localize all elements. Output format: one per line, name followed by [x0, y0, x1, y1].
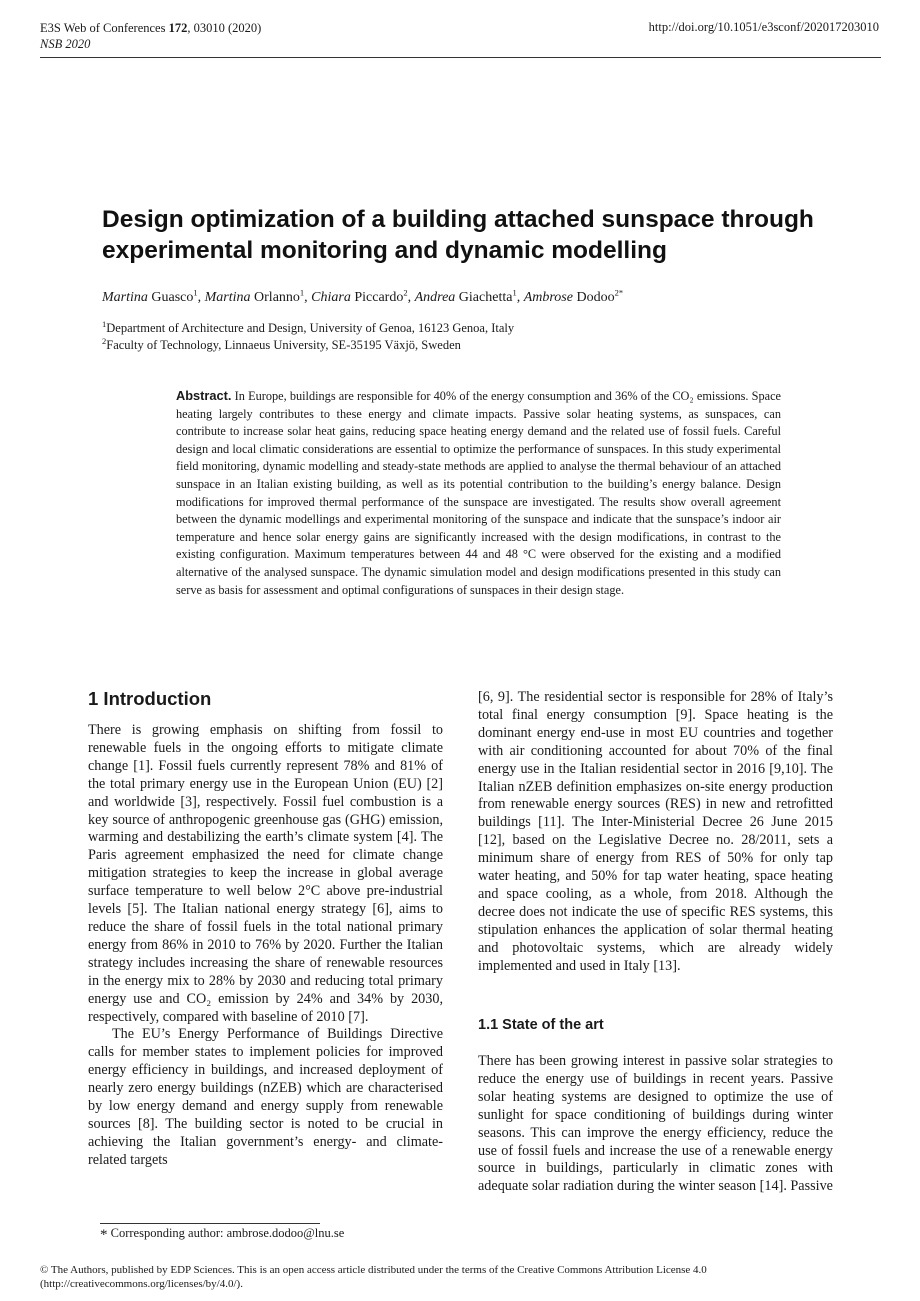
- journal-article-number: , 03010 (2020): [187, 21, 262, 35]
- body-column-right-continued: [478, 1053, 833, 1196]
- license-url[interactable]: (http://creativecommons.org/licenses/by/4.0/).: [40, 1278, 243, 1290]
- author: Martina Guasco$^1$: [102, 287, 198, 305]
- footnote-rule: [100, 1223, 320, 1224]
- section-heading: 1 Introduction: [88, 688, 212, 709]
- paragraph: The EU’s Energy Performance of Buildings Directive calls for member states to implement policies for improved energy efficiency in buildings, and increased deployment of nearly zero energy buildings (nZEB) which are characterised by low energy demand and energy supply from renewable sources [8]. The building sector is noted to be crucial in achieving the Italian government’s energy- and climate-related targets: [88, 1026, 443, 1168]
- abstract-text: In Europe, buildings are responsible for 40% of the energy consumption and 36% of the CO₂ emissions. Space heating largely contributes to these energy and climate impacts. Passive solar heating systems, as sunspaces, can contribute to increase solar heat gains, reducing space heating energy demand and the related use of fossil fuels. Careful design and local climatic considerations are essential to optimize the performance of sunspaces. In this study experimental field monitoring, dynamic modelling and steady-state methods are applied to analyse the thermal behaviour of an attached sunspace in an Italian existing building, as well as its potential contribution to the building’s energy balance. Design modifications for improved thermal performance of the sunspace are investigated. The results show overall agreement between the dynamic modellings and experimental monitoring of the sunspace and indicate that the sunspace’s indoor air temperature and hence solar energy gains are significantly increased with the design modifications, in contrast to the existing configuration. Maximum temperatures between 44 and 48 °C were observed for the existing and a modified alternative of the analysed sunspace. The dynamic simulation model and design modifications presented in this study can serve as basis for assessment and optimal configurations of sunspaces in their design stage.: [176, 389, 782, 597]
- doi-link[interactable]: http://doi.org/10.1051/e3sconf/202017203010: [648, 20, 879, 34]
- affiliation: $^1$Department of Architecture and Design, University of Genoa, 16123 Genoa, Italy: [102, 318, 515, 335]
- author: Ambrose Dodoo$^{2*}$: [523, 287, 624, 305]
- journal-name: E3S Web of Conferences: [40, 21, 169, 35]
- subsection-heading: 1.1 State of the art: [478, 1017, 604, 1033]
- journal-volume: 172: [168, 21, 188, 35]
- author-list: Martina Guasco$^1$, Martina Orlanno$^1$, Chiara Piccardo$^2$, Andrea Giachetta$^1$, Ambrose Dodoo$^{2*}$: [102, 287, 624, 305]
- title-line-1: Design optimization of a building attached sunspace through: [102, 206, 814, 233]
- paragraph: There is growing emphasis on shifting from fossil to renewable fuels in the ongoing efforts to mitigate climate change [1]. Fossil fuels currently represent 78% and 81% of the total primary energy use in the European Union (EU) [2] and worldwide [3], respectively. Fossil fuel combustion is a key source of anthropogenic greenhouse gas (GHG) emission, warming and destabilizing the earth’s climate system [4]. The Paris agreement emphasized the need for climate change mitigation strategies to keep the increase in global average surface temperature to well below 2°C above pre-industrial levels [5]. The Italian national energy strategy [6], aims to reduce the share of fossil fuels in the total national primary energy from 86% in 2010 to 76% by 2020. Further the Italian strategy includes increasing the share of renewable resources in the energy mix to 28% by 2030 and reducing total primary energy use and CO₂ emission by 24% and 34% by 2030, respectively, compared with baseline of 2010 [7].: [88, 722, 443, 1025]
- affiliation: $^2$Faculty of Technology, Linnaeus University, SE-35195 Växjö, Sweden: [102, 335, 461, 352]
- author: Chiara Piccardo$^2$: [311, 287, 408, 305]
- author: Martina Orlanno$^1$: [204, 287, 305, 305]
- journal-header: [40, 20, 261, 52]
- license-text: © The Authors, published by EDP Sciences. This is an open access article distributed under the terms of the Creative Commons Attribution License 4.0: [40, 1264, 707, 1276]
- body-column-right: [478, 689, 833, 976]
- conference-name: NSB 2020: [40, 37, 91, 51]
- paper-title: [102, 204, 862, 266]
- abstract: [176, 387, 781, 599]
- corresponding-author: Corresponding author: ambrose.dodoo@lnu.se: [110, 1226, 345, 1240]
- footnote-mark: *: [100, 1227, 108, 1243]
- header-rule: [40, 57, 881, 58]
- paragraph: There has been growing interest in passive solar strategies to reduce the energy use of buildings in recent years. Passive solar heating systems are designed to optimize the use of sunlight for space conditioning of buildings during winter seasons. This can improve the energy efficiency, reduce the use of fossil fuels and increase the use of a renewable energy source in buildings, particularly in climatic zones with adequate solar radiation during the winter season [14]. Passive: [478, 1053, 833, 1195]
- title-line-2: experimental monitoring and dynamic modelling: [102, 237, 667, 264]
- author: Andrea Giachetta$^1$: [414, 287, 517, 305]
- paragraph: [6, 9]. The residential sector is responsible for 28% of Italy’s total final energy consumption [9]. Space heating is the dominant energy end-use in most EU countries and together with air conditioning accounted for about 70% of the final energy use in the Italian residential sector in 2016 [9,10]. The Italian nZEB definition emphasizes on-site energy production from renewable energy sources (RES) in new and retrofitted buildings [11]. The Inter-Ministerial Decree 26 June 2015 [12], based on the Legislative Decree no. 28/2011, sets a minimum share of energy from RES of 50% for only tap water heating, and 50% for tap water heating, space heating and space cooling, as a whole, from 2018. Although the decree does not indicate the use of specific RES systems, this stipulation enhances the application of solar thermal heating and photovoltaic systems, which are already widely implemented and used in Italy [13].: [478, 689, 833, 974]
- license-notice: [40, 1263, 880, 1291]
- footnote: [100, 1226, 344, 1244]
- abstract-label: Abstract.: [176, 388, 232, 403]
- body-column-left: [88, 722, 443, 1170]
